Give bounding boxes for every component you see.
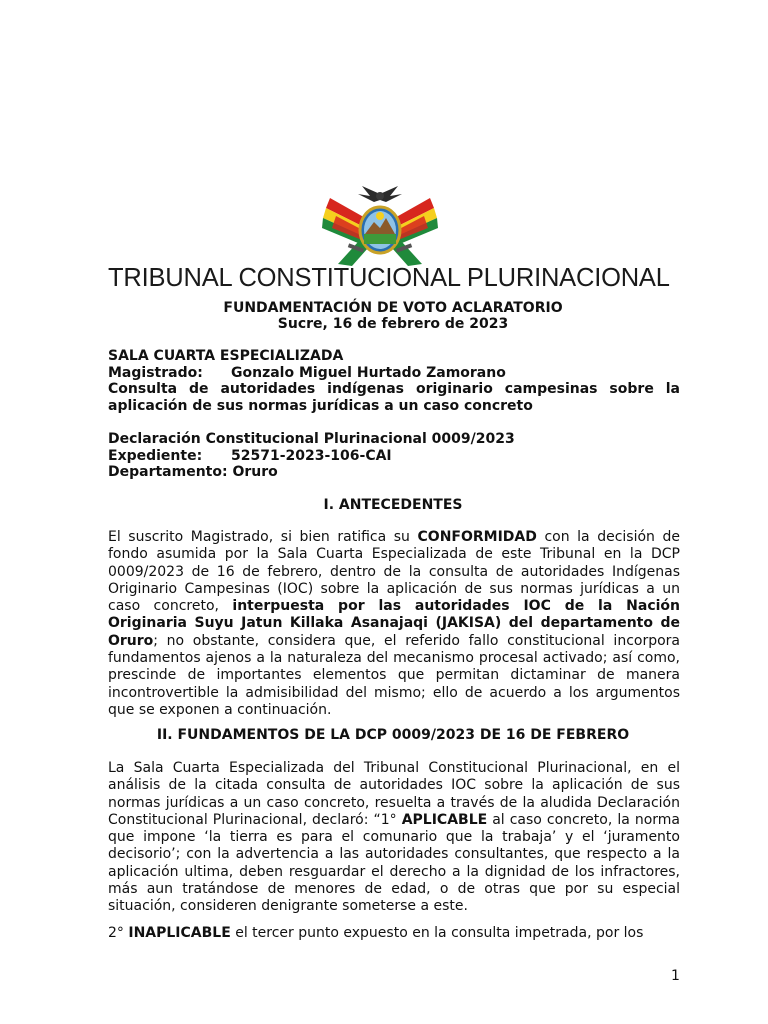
magistrado-line xyxy=(108,365,680,382)
document-title: FUNDAMENTACIÓN DE VOTO ACLARATORIO xyxy=(223,300,563,316)
consulta-line: Consulta de autoridades indígenas originario campesinas sobre la aplicación de sus normas jurídicas a un caso concreto xyxy=(108,381,680,414)
page-number: 1 xyxy=(671,968,680,984)
case-header-block xyxy=(108,348,680,414)
expediente-label: Expediente: xyxy=(108,447,203,464)
section-2-title: II. FUNDAMENTOS DE LA DCP 0009/2023 DE 16 DE FEBRERO xyxy=(156,727,630,743)
magistrado-label: Magistrado: xyxy=(108,364,203,381)
magistrado-value: Gonzalo Miguel Hurtado Zamorano xyxy=(231,364,506,381)
departamento-line: Departamento: Oruro xyxy=(108,464,278,480)
section-2-paragraph-2: 2° INAPLICABLE el tercer punto expuesto en la consulta impetrada, por los xyxy=(108,925,644,941)
section-2-paragraph-1: La Sala Cuarta Especializada del Tribunal Constitucional Plurinacional, en el análisis de la citada consulta de autoridades IOC sobre la aplicación de sus normas jurídicas a un caso concreto, resuelta a través de la aludida Declaración Constitucional Plurinacional, declaró: “1° APLICABLE al caso concreto, la norma que impone ‘la tierra es para el comunario que la trabaja’ y el ‘juramento decisorio’; con la advertencia a las autoridades consultantes, que respecto a la aplicación ultima, deben resguardar el derecho a la dignidad de los infractores, más aun tratándose de menores de edad, o de otras que por su especial situación, consideren denigrante someterse a este. xyxy=(108,760,680,915)
expediente-line xyxy=(108,448,680,465)
declaracion-line: Declaración Constitucional Plurinacional 0009/2023 xyxy=(108,431,515,447)
section-1-title: I. ANTECEDENTES xyxy=(323,497,463,513)
bolivia-coat-of-arms-icon xyxy=(318,172,442,268)
institution-name: TRIBUNAL CONSTITUCIONAL PLURINACIONAL xyxy=(108,264,670,292)
sala-line: SALA CUARTA ESPECIALIZADA xyxy=(108,348,344,364)
place-date: Sucre, 16 de febrero de 2023 xyxy=(277,316,509,332)
resolution-block xyxy=(108,431,680,481)
section-1-paragraph: El suscrito Magistrado, si bien ratifica su CONFORMIDAD con la decisión de fondo asumida por la Sala Cuarta Especializada de este Tribunal en la DCP 0009/2023 de 16 de febrero, dentro de la consulta de autoridades Indígenas Originario Campesinas (IOC) sobre la aplicación de sus normas jurídicas a un caso concreto, interpuesta por las autoridades IOC de la Nación Originaria Suyu Jatun Killaka Asanajaqi (JAKISA) del departamento de Oruro; no obstante, considera que, el referido fallo constitucional incorpora fundamentos ajenos a la naturaleza del mecanismo procesal activado; así como, prescinde de importantes elementos que permitan dictaminar de manera incontrovertible la admisibilidad del mismo; ello de acuerdo a los argumentos que se exponen a continuación. xyxy=(108,529,681,718)
expediente-value: 52571-2023-106-CAI xyxy=(231,447,392,464)
